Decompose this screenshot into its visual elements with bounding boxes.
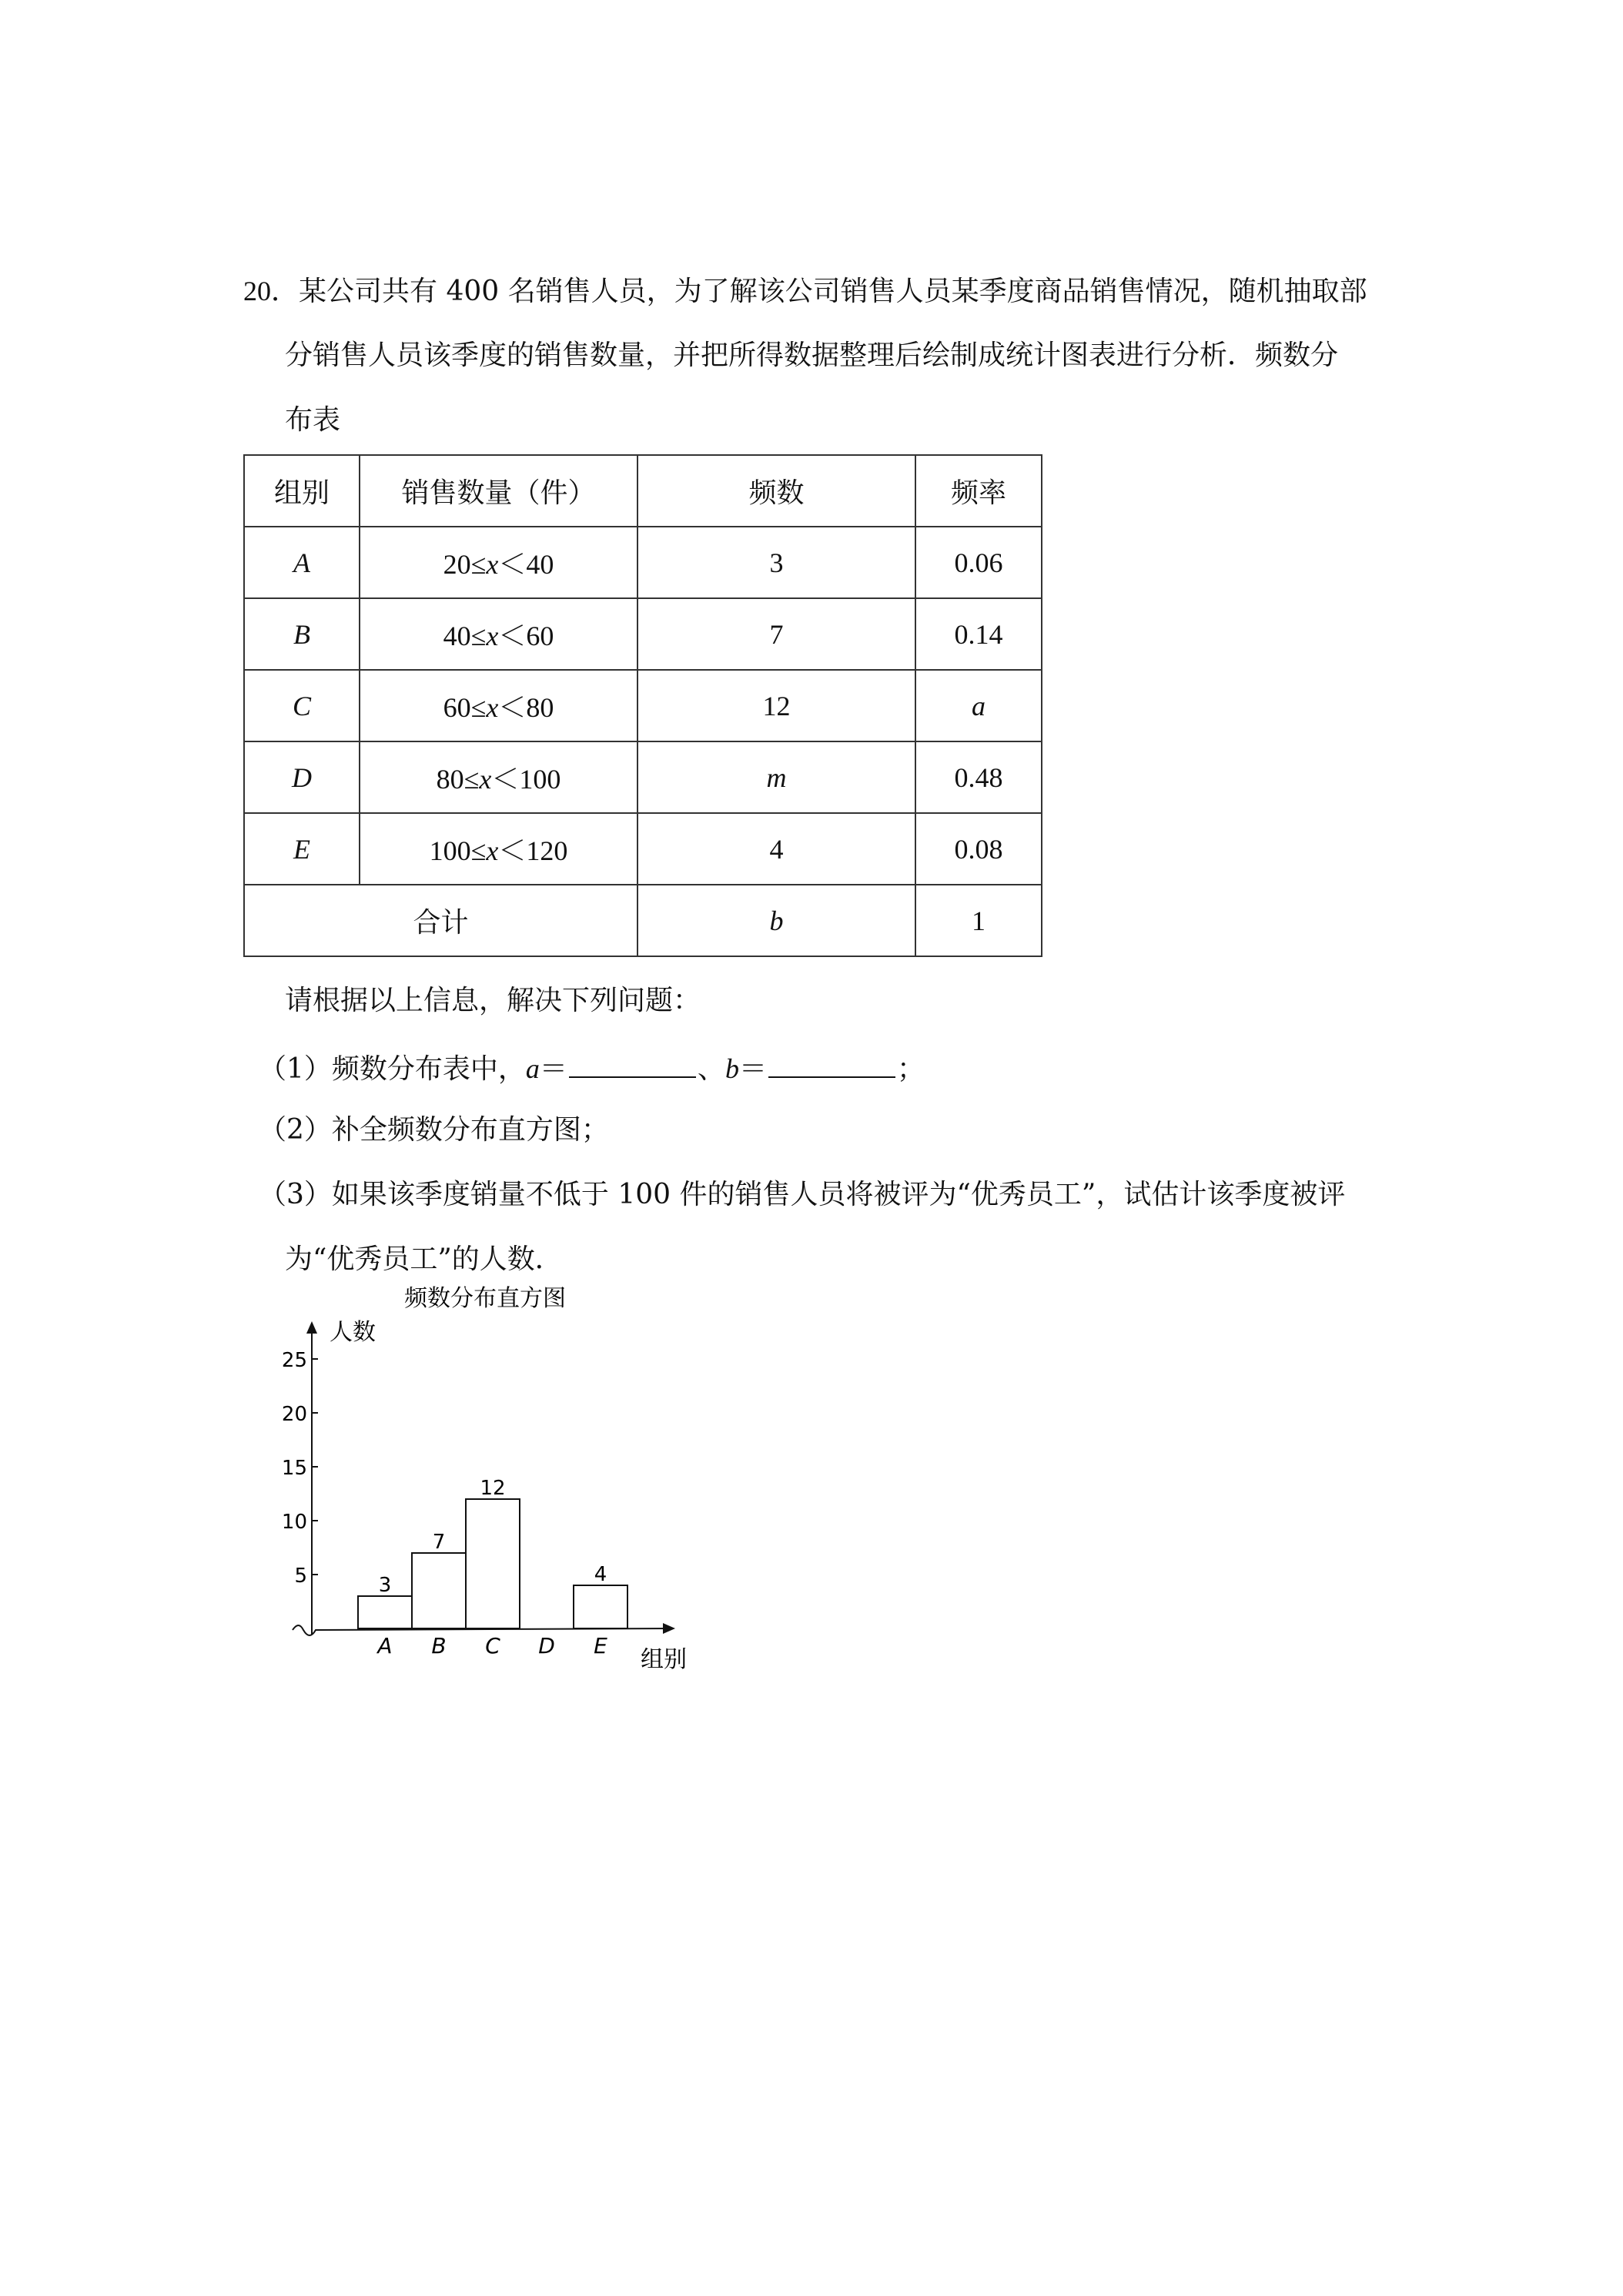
row-frequency: 7 <box>637 598 915 670</box>
row-frequency: m <box>637 741 915 813</box>
answer-blank-a[interactable] <box>569 1050 696 1078</box>
row-range: 80≤x＜100 <box>360 741 637 813</box>
answer-blank-b[interactable] <box>768 1050 895 1078</box>
question-number: 20． <box>243 276 300 306</box>
question-line-2: 分销售人员该季度的销售数量，并把所得数据整理后绘制成统计图表进行分析．频数分 <box>285 340 1339 371</box>
y-axis-arrow <box>306 1321 317 1334</box>
x-axis-arrow <box>663 1623 675 1634</box>
x-tick-label: B <box>431 1633 447 1658</box>
header-group: 组别 <box>244 455 360 527</box>
table-row <box>244 527 1042 598</box>
chart-title: 频数分布直方图 <box>404 1285 566 1312</box>
histogram-bar <box>358 1596 412 1628</box>
bar-data-label: 7 <box>432 1531 446 1554</box>
question-part-3-line-2: 为“优秀员工”的人数． <box>285 1243 563 1275</box>
y-tick-label: 20 <box>281 1403 307 1426</box>
row-rate: a <box>915 670 1042 741</box>
question-text-1: 某公司共有 400 名销售人员，为了解该公司销售人员某季度商品销售情况，随机抽取部 <box>299 276 1367 307</box>
row-rate: 0.48 <box>915 741 1042 813</box>
total-label: 合计 <box>244 885 637 956</box>
histogram-bar <box>466 1499 520 1628</box>
row-rate: 0.08 <box>915 813 1042 885</box>
var-b: b <box>724 1053 739 1084</box>
row-group: D <box>244 741 360 813</box>
row-range: 20≤x＜40 <box>360 527 637 598</box>
total-frequency: b <box>637 885 915 956</box>
histogram-bar <box>574 1585 627 1628</box>
row-range: 100≤x＜120 <box>360 813 637 885</box>
y-tick-label: 10 <box>281 1511 307 1534</box>
chart-bars <box>358 1477 627 1628</box>
histogram-bar <box>412 1553 466 1628</box>
header-rate: 频率 <box>915 455 1042 527</box>
header-frequency: 频数 <box>637 455 915 527</box>
y-axis-label: 人数 <box>330 1319 376 1346</box>
table-total-row <box>244 885 1042 956</box>
row-group: C <box>244 670 360 741</box>
row-frequency: 12 <box>637 670 915 741</box>
table-header-row <box>244 455 1042 527</box>
y-tick-label: 25 <box>281 1349 307 1372</box>
table-row <box>244 670 1042 741</box>
x-axis-label: 组别 <box>641 1646 687 1673</box>
table-row <box>244 813 1042 885</box>
x-tick-label: D <box>538 1633 555 1658</box>
row-group: A <box>244 527 360 598</box>
row-group: E <box>244 813 360 885</box>
x-tick-label: E <box>594 1633 607 1658</box>
instructions-intro: 请根据以上信息，解决下列问题： <box>285 985 701 1016</box>
question-part-3-line-1: （3）如果该季度销量不低于 100 件的销售人员将被评为“优秀员工”，试估计该季度被评 <box>259 1179 1346 1210</box>
frequency-histogram <box>277 1278 708 1678</box>
row-frequency: 4 <box>637 813 915 885</box>
question-line-3: 布表 <box>285 404 341 436</box>
question-part-2: （2）补全频数分布直方图； <box>259 1114 609 1146</box>
y-tick-label: 5 <box>294 1565 307 1588</box>
question-part-1: （1）频数分布表中，a＝ 、b＝ ； <box>259 1050 925 1085</box>
row-frequency: 3 <box>637 527 915 598</box>
x-tick-label: A <box>377 1633 393 1658</box>
bar-data-label: 3 <box>378 1574 392 1597</box>
header-quantity: 销售数量（件） <box>360 455 637 527</box>
x-tick-label: C <box>485 1633 500 1658</box>
row-group: B <box>244 598 360 670</box>
var-a: a <box>525 1053 540 1084</box>
table-row <box>244 741 1042 813</box>
row-rate: 0.14 <box>915 598 1042 670</box>
table-row <box>244 598 1042 670</box>
total-rate: 1 <box>915 885 1042 956</box>
question-line-1 <box>243 276 1367 307</box>
bar-data-label: 4 <box>594 1563 607 1586</box>
row-range: 60≤x＜80 <box>360 670 637 741</box>
row-rate: 0.06 <box>915 527 1042 598</box>
y-tick-label: 15 <box>281 1457 307 1480</box>
row-range: 40≤x＜60 <box>360 598 637 670</box>
frequency-table <box>243 454 1042 957</box>
bar-data-label: 12 <box>480 1477 506 1500</box>
